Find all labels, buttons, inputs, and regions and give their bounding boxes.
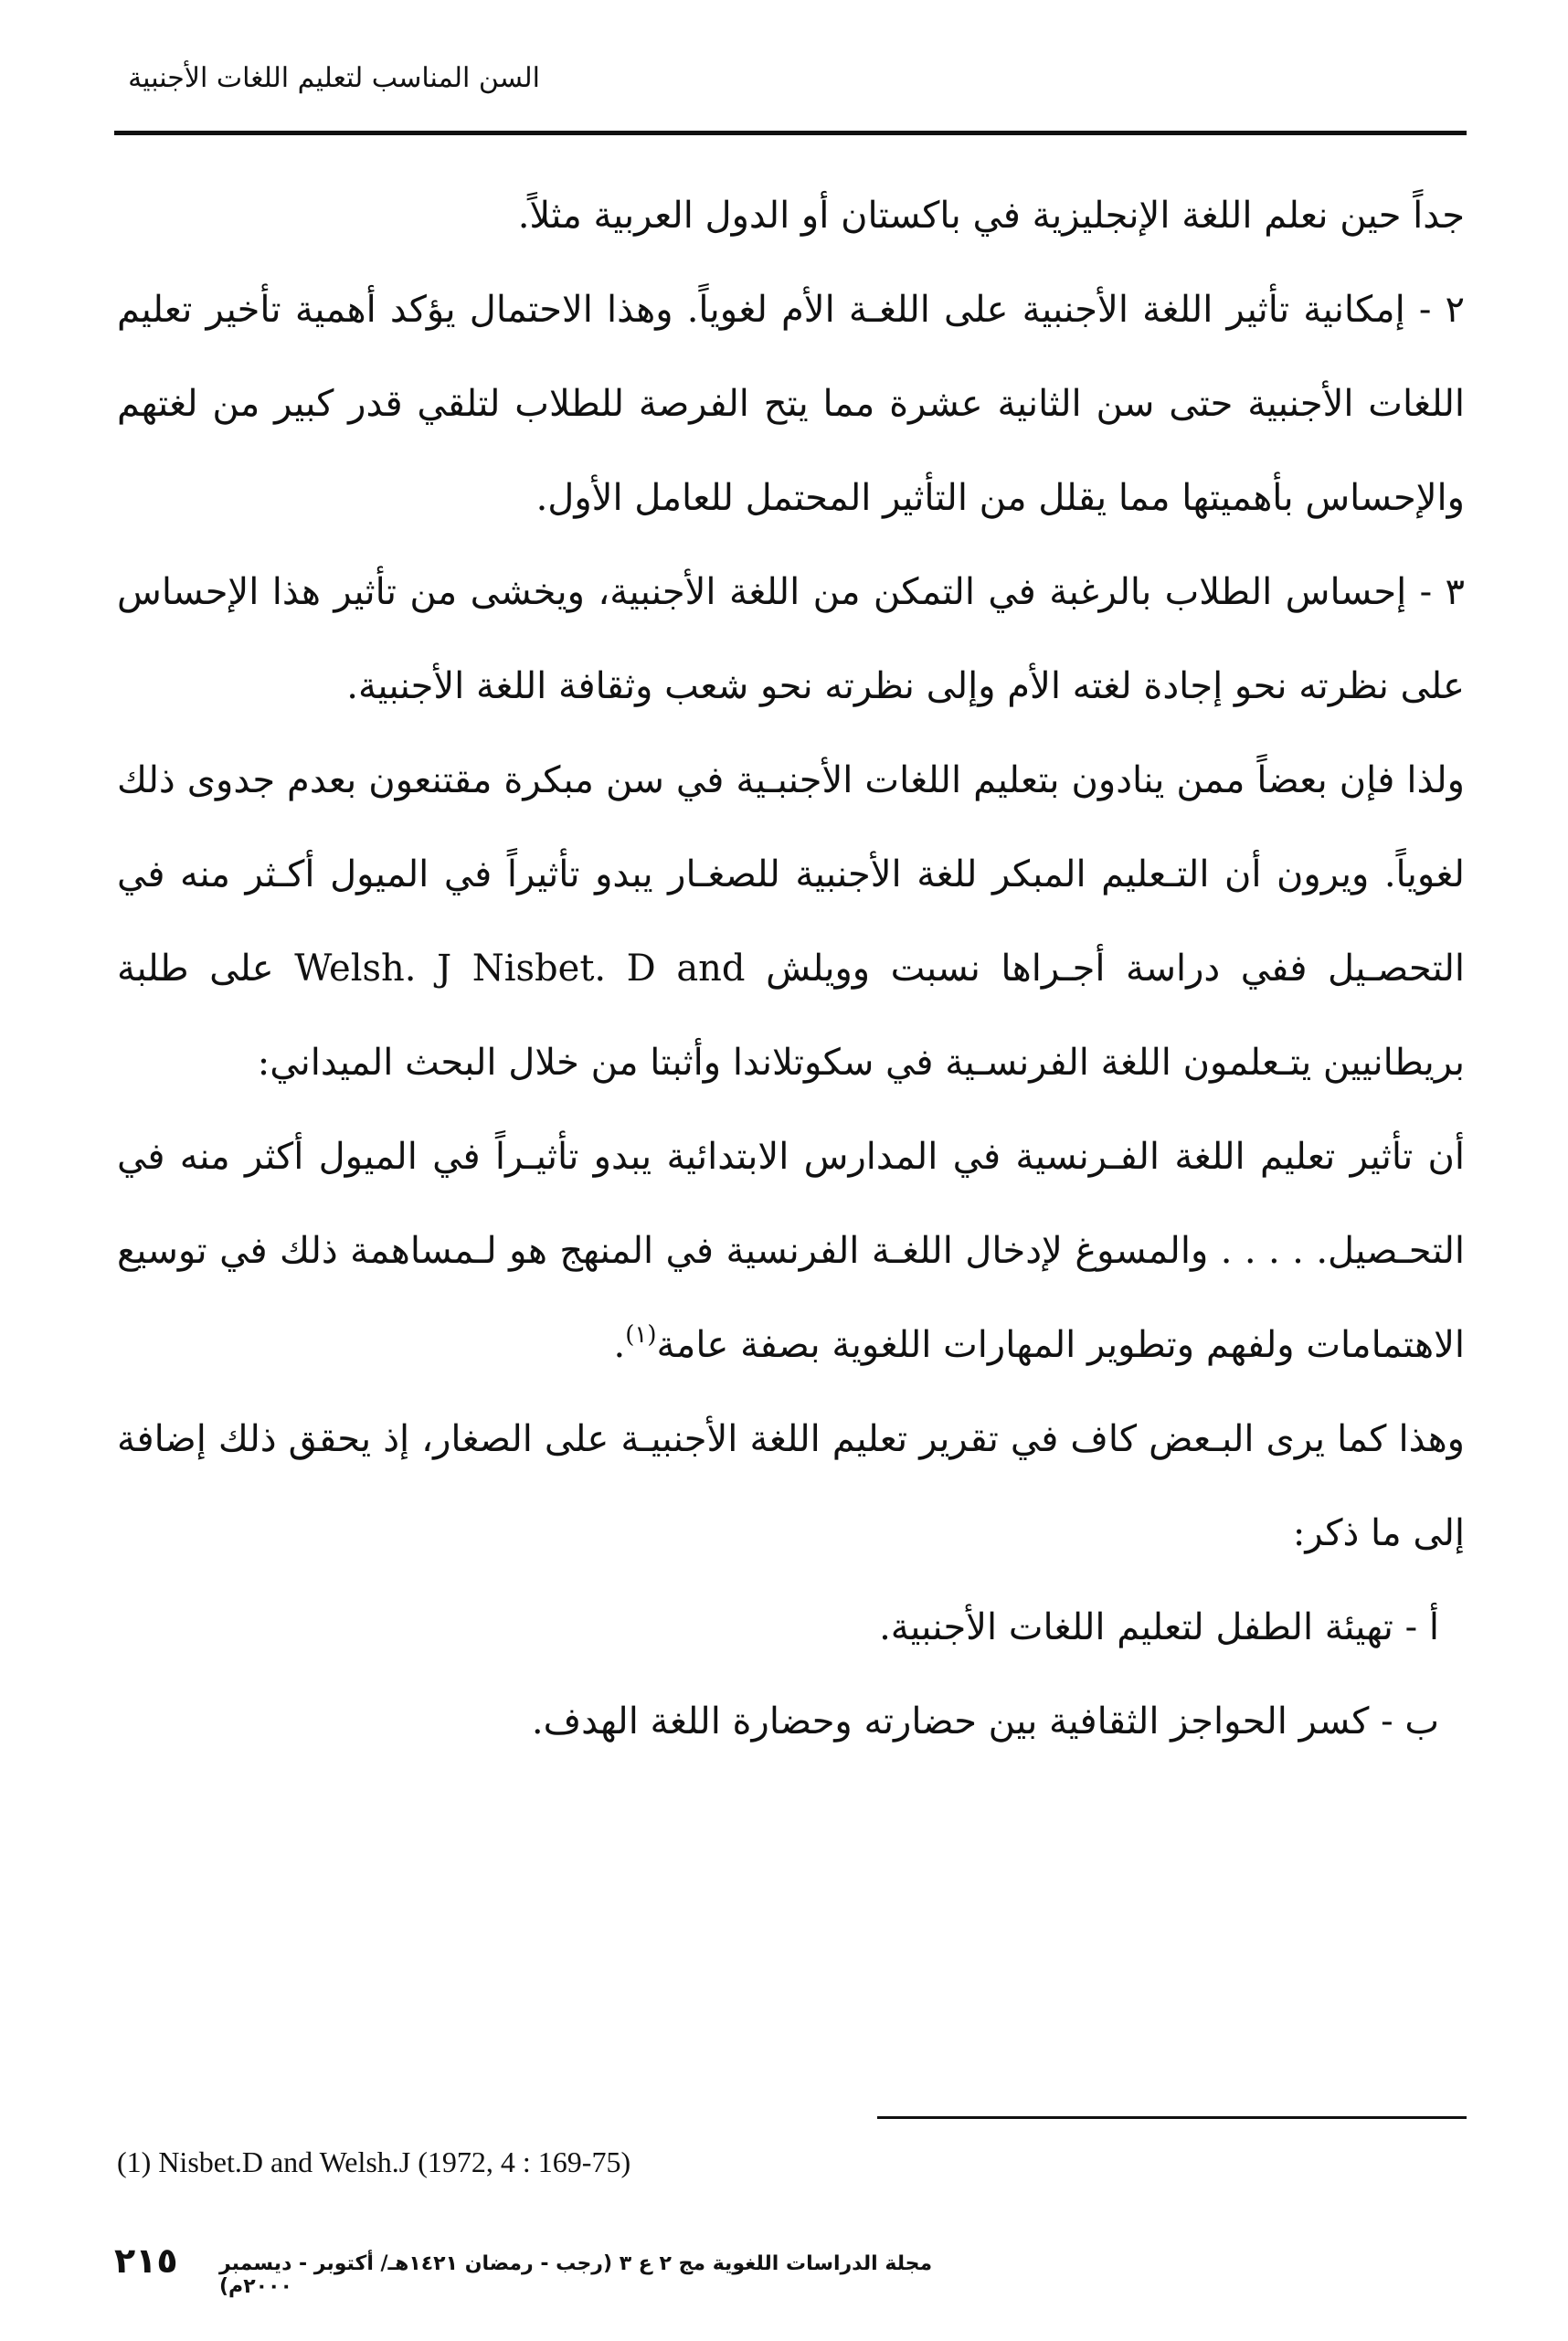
latin-author-2: Welsh. J [294,948,452,990]
latin-author-1: Nisbet. D and [471,948,746,990]
journal-footer: مجلة الدراسات اللغوية مج ٢ ع ٣ (رجب - رمضان ١٤٢١هـ/ أكتوبر - ديسمبر ٢٠٠٠م) [219,2252,933,2298]
page-number: ٢١٥ [114,2240,178,2281]
quotation-end: . [613,1324,626,1366]
main-text [117,169,1465,1769]
list-item-b: ب - كسر الحواجز الثقافية بين حضارته وحضارة اللغة الهدف. [531,1700,1439,1743]
paragraph-point-2: ٢ - إمكانية تأثير اللغة الأجنبية على اللغـة الأم لغوياً. وهذا الاحتمال يؤكد أهمية تأخير تعليم اللغات الأجنبية حتى سن الثانية عشرة مما يتح الفرصة للطلاب لتلقي قدر كبير من لغتهم والإحساس بأهميتها مما يقلل من التأثير المحتمل للعامل الأول. [117,289,1465,519]
paragraph-continuation: جداً حين نعلم اللغة الإنجليزية في باكستان أو الدول العربية مثلاً. [517,195,1465,237]
list-item-a: أ - تهيئة الطفل لتعليم اللغات الأجنبية. [879,1606,1439,1648]
paragraph-early-teaching-text-2: على طلبة بريطانيين يتـعلمون اللغة الفرنسـية في سكوتلاندا وأثبتا من خلال البحث الميداني: [117,948,1465,1084]
running-header: السن المناسب لتعليم اللغات الأجنبية [128,62,540,94]
paragraph-quotation [117,1110,1465,1393]
quotation-text: أن تأثير تعليم اللغة الفـرنسية في المدارس الابتدائية يبدو تأثيـراً في الميول أكثر منه في التحـصيل. . . . . والمسوغ لإدخال اللغـة الفرنسية في المنهج هو لـمساهمة ذلك في توسيع الاهتمامات ولفهم وتطوير المهارات اللغوية بصفة عامة [117,1136,1465,1366]
paragraph-early-teaching [117,734,1465,1110]
paragraph-early-teaching-text-1: ولذا فإن بعضاً ممن ينادون بتعليم اللغات الأجنبـية في سن مبكرة مقتنعون بعدم جدوى ذلك لغوياً. ويرون أن التـعليم المبكر للغة الأجنبية للصغـار يبدو تأثيراً في الميول أكـثر منه في التحصـيل ففي دراسة أجـراها نسبت وويلش [117,759,1466,990]
footnote: (1) Nisbet.D and Welsh.J (1972, 4 : 169-75) [117,2145,631,2178]
footnote-rule [877,2116,1467,2119]
paragraph-conclusion: وهذا كما يرى البـعض كاف في تقرير تعليم اللغة الأجنبيـة على الصغار، إذ يحقق ذلك إضافة إلى ما ذكر: [117,1418,1465,1554]
paragraph-point-3: ٣ - إحساس الطلاب بالرغبة في التمكن من اللغة الأجنبية، ويخشى من تأثير هذا الإحساس على نظرته نحو إجادة لغته الأم وإلى نظرته نحو شعب وثقافة اللغة الأجنبية. [117,571,1465,707]
footnote-reference[interactable]: (١) [625,1321,657,1349]
header-rule [114,131,1467,135]
